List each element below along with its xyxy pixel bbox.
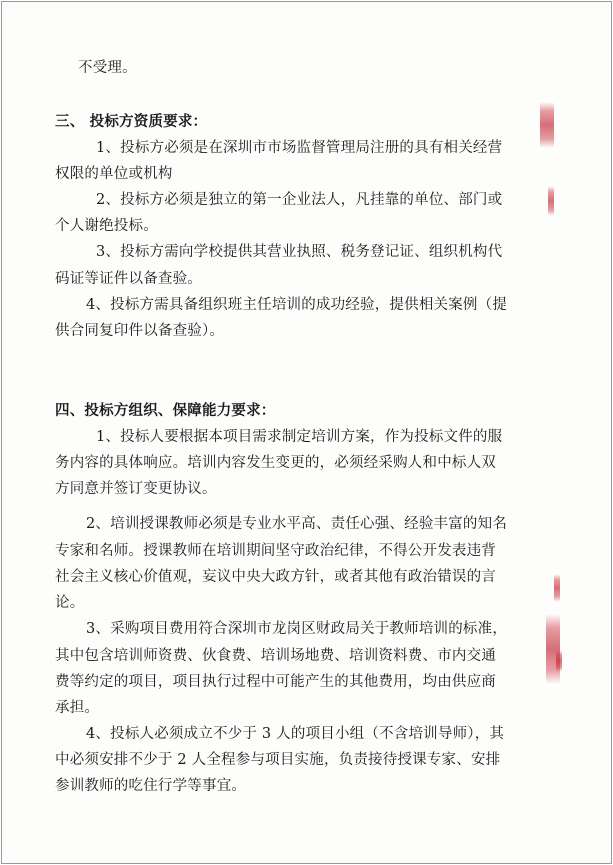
seal-stamp-fragment — [548, 186, 554, 216]
text-line: 论。 — [55, 595, 85, 611]
seal-stamp-fragment — [554, 574, 560, 602]
seal-stamp-fragment — [556, 650, 562, 672]
text-line: 权限的单位或机构 — [55, 166, 173, 182]
text-line: 承担。 — [55, 700, 100, 716]
text-line: 2、投标方必须是独立的第一企业法人，凡挂靠的单位、部门或 — [96, 192, 503, 208]
text-line: 社会主义核心价值观，妄议中央大政方针，或者其他有政治错误的言 — [55, 569, 496, 585]
text-line: 专家和名师。授课教师在培训期间坚守政治纪律，不得公开发表违背 — [55, 543, 496, 559]
text-line: 供合同复印件以备查验）。 — [55, 323, 225, 339]
text-line: 参训教师的吃住行学等事宜。 — [55, 778, 247, 794]
text-line: 务内容的具体响应。培训内容发生变更的，必须经采购人和中标人双 — [55, 455, 496, 471]
text-line: 4、投标人必须成立不少于 3 人的项目小组（不含培训导师），其 — [86, 726, 505, 742]
document-page — [1, 1, 612, 864]
text-line: 3、采购项目费用符合深圳市龙岗区财政局关于教师培训的标准， — [86, 621, 508, 637]
text-line: 方同意并签订变更协议。 — [55, 481, 217, 497]
text-line: 1、投标人要根据本项目需求制定培训方案，作为投标文件的服 — [96, 429, 503, 445]
text-line: 费等约定的项目，项目执行过程中可能产生的其他费用，均由供应商 — [55, 674, 496, 690]
text-line: 码证等证件以备查验。 — [55, 271, 202, 287]
seal-stamp-fragment — [546, 614, 560, 684]
text-line: 1、投标方必须是在深圳市市场监督管理局注册的具有相关经营 — [96, 140, 503, 156]
section-heading-qualification: 三、 投标方资质要求： — [55, 114, 208, 130]
text-line: 个人谢绝投标。 — [55, 218, 158, 234]
text-line: 中必须安排不少于 2 人全程参与项目实施，负责接待授课专家、安排 — [55, 752, 501, 768]
text-line: 2、培训授课教师必须是专业水平高、责任心强、经验丰富的知名 — [86, 516, 508, 532]
text-line: 其中包含培训师资费、伙食费、培训场地费、培训资料费、市内交通 — [55, 648, 496, 664]
text-line: 不受理。 — [78, 60, 137, 76]
section-heading-organization: 四、投标方组织、保障能力要求： — [55, 403, 276, 419]
text-line: 3、投标方需向学校提供其营业执照、税务登记证、组织机构代 — [96, 244, 503, 260]
text-line: 4、投标方需具备组织班主任培训的成功经验，提供相关案例（提 — [86, 297, 508, 313]
seal-stamp-fragment — [540, 102, 554, 148]
